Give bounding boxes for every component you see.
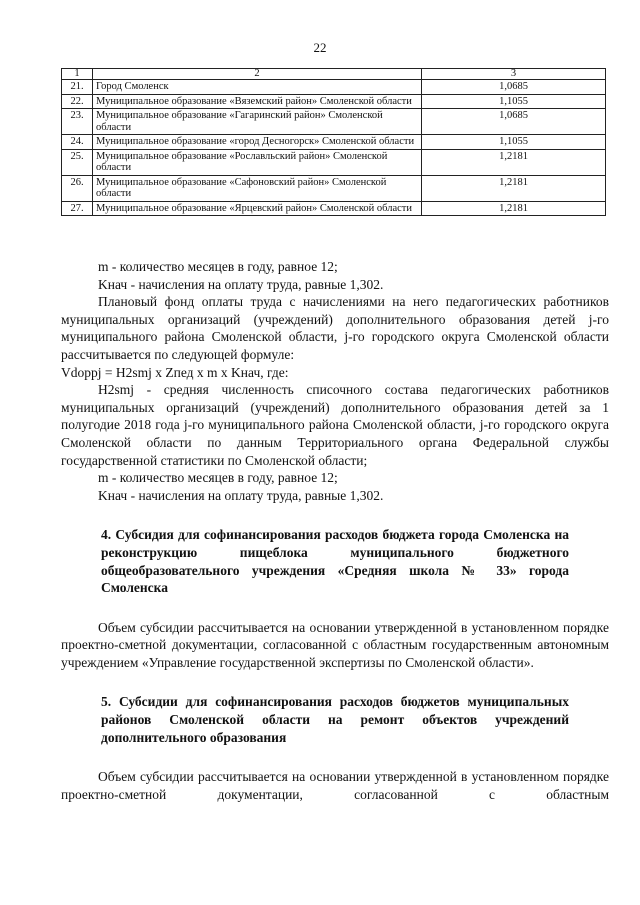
header-cell: 1 bbox=[62, 69, 93, 80]
table-row bbox=[62, 109, 606, 135]
table-row bbox=[62, 175, 606, 201]
municipality-name: Муниципальное образование «Ярцевский район» Смоленской области bbox=[93, 201, 422, 216]
knach-definition: Kнач - начисления на оплату труда, равные 1,302. bbox=[98, 276, 384, 292]
section-5-heading: 5. Субсидии для софинансирования расходов бюджетов муниципальных районов Смоленской области на ремонт объектов учреждений дополнительного образования bbox=[101, 694, 569, 745]
header-cell: 3 bbox=[422, 69, 606, 80]
header-cell: 2 bbox=[93, 69, 422, 80]
formula: Vdoppj = H2smj x Zпед x m x Kнач, где: bbox=[61, 364, 289, 380]
municipality-name: Муниципальное образование «город Десногорск» Смоленской области bbox=[93, 135, 422, 150]
h2smj-definition: H2smj - средняя численность списочного состава педагогических работников муниципальных организаций (учреждений) дополнительного образования детей за 1 полугодие 2018 года j-го муниципального района Смоленской области, j-го городского округа Смоленской области по данным Территориального органа Федеральной службы государственной статистики по Смоленской области; bbox=[61, 382, 609, 468]
planned-fund-paragraph: Плановый фонд оплаты труда с начислениями на него педагогических работников муниципальных организаций (учреждений) дополнительного образования детей j-го муниципального района Смоленской области, j-го городского округа Смоленской области рассчитывается по следующей формуле: bbox=[61, 294, 609, 362]
coefficient-value: 1,1055 bbox=[422, 135, 606, 150]
table-row bbox=[62, 80, 606, 95]
row-number: 24. bbox=[62, 135, 93, 150]
coefficient-value: 1,0685 bbox=[422, 80, 606, 95]
coefficient-value: 1,0685 bbox=[422, 109, 606, 135]
municipality-name: Муниципальное образование «Гагаринский район» Смоленской области bbox=[93, 109, 422, 135]
coefficient-value: 1,2181 bbox=[422, 201, 606, 216]
coefficient-value: 1,2181 bbox=[422, 175, 606, 201]
municipality-name: Город Смоленск bbox=[93, 80, 422, 95]
coefficient-value: 1,2181 bbox=[422, 149, 606, 175]
municipality-name: Муниципальное образование «Рославльский район» Смоленской области bbox=[93, 149, 422, 175]
row-number: 26. bbox=[62, 175, 93, 201]
row-number: 23. bbox=[62, 109, 93, 135]
m-definition: m - количество месяцев в году, равное 12; bbox=[98, 259, 338, 274]
table-row bbox=[62, 94, 606, 109]
knach-definition: Kнач - начисления на оплату труда, равные 1,302. bbox=[98, 487, 384, 503]
table-row bbox=[62, 201, 606, 216]
row-number: 27. bbox=[62, 201, 93, 216]
document-body bbox=[61, 258, 609, 803]
section-5-paragraph: Объем субсидии рассчитывается на основании утвержденной в установленном порядке проектно-сметной документации, согласованной с областным bbox=[61, 769, 609, 802]
municipality-name: Муниципальное образование «Сафоновский район» Смоленской области bbox=[93, 175, 422, 201]
municipality-name: Муниципальное образование «Вяземский район» Смоленской области bbox=[93, 94, 422, 109]
row-number: 25. bbox=[62, 149, 93, 175]
coefficient-value: 1,1055 bbox=[422, 94, 606, 109]
section-4-heading: 4. Субсидия для софинансирования расходов бюджета города Смоленска на реконструкцию пищеблока муниципального бюджетного общеобразовательного учреждения «Средняя школа № 33» города Смоленска bbox=[101, 527, 569, 596]
table-row bbox=[62, 149, 606, 175]
table-row bbox=[62, 135, 606, 150]
m-definition: m - количество месяцев в году, равное 12; bbox=[98, 470, 338, 486]
section-4-paragraph: Объем субсидии рассчитывается на основании утвержденной в установленном порядке проектно-сметной документации, согласованной с областным государственным автономным учреждением «Управление государственной экспертизы по Смоленской области». bbox=[61, 619, 609, 670]
coefficient-table bbox=[61, 68, 606, 216]
row-number: 22. bbox=[62, 94, 93, 109]
page-number: 22 bbox=[313, 40, 327, 55]
row-number: 21. bbox=[62, 80, 93, 95]
table-header-row bbox=[62, 69, 606, 80]
